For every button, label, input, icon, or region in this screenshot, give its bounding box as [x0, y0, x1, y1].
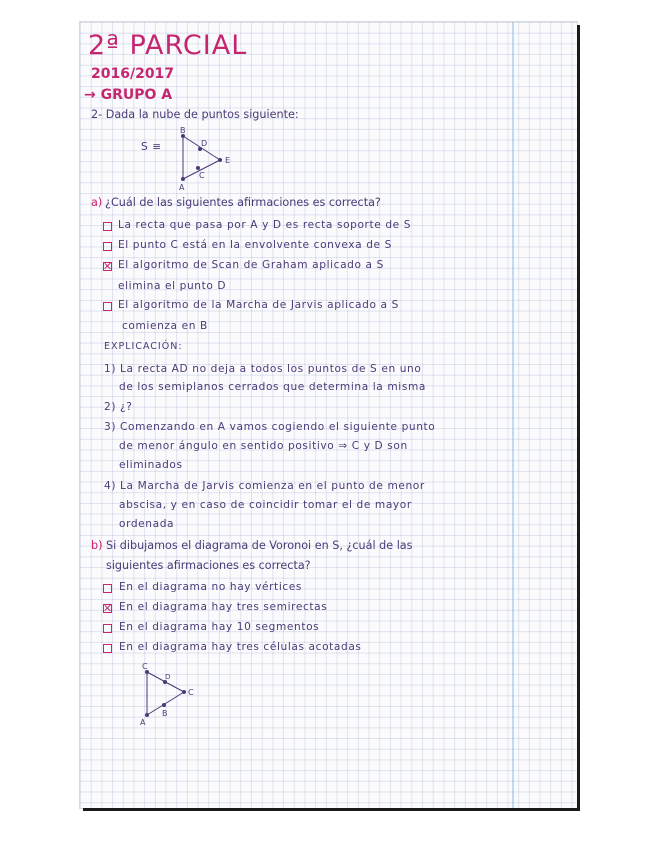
- option-b1-checkbox[interactable]: [103, 584, 112, 593]
- option-b3-checkbox[interactable]: [103, 624, 112, 633]
- option-a3-line2: elimina el punto D: [118, 280, 227, 292]
- option-a3-checkbox[interactable]: [103, 262, 112, 271]
- figure1-point-a: A: [179, 183, 185, 192]
- voronoi-figure: [132, 660, 202, 728]
- figure2-point-d: D: [165, 673, 171, 681]
- option-a2-line1: El punto C está en la envolvente convexa de S: [118, 239, 392, 251]
- option-b4-line1: En el diagrama hay tres células acotadas: [119, 641, 362, 653]
- option-a1-line1: La recta que pasa por A y D es recta soporte de S: [118, 219, 412, 231]
- part-b-label: b): [91, 539, 103, 552]
- figure1-point-b: B: [180, 126, 186, 135]
- option-a1-checkbox[interactable]: [103, 222, 112, 231]
- explanation-4-line1: 4) La Marcha de Jarvis comienza en el punto de menor: [104, 480, 425, 492]
- option-b2-checkbox[interactable]: [103, 604, 112, 613]
- page-title: 2ª PARCIAL: [88, 30, 248, 61]
- figure2-point-b: B: [162, 709, 168, 718]
- option-a3-line1: El algoritmo de Scan de Graham aplicado a S: [118, 259, 384, 271]
- figure1-point-c: C: [199, 171, 205, 180]
- year-label: 2016/2017: [91, 66, 175, 82]
- option-a4-checkbox[interactable]: [103, 302, 112, 311]
- option-a2-checkbox[interactable]: [103, 242, 112, 251]
- question-prompt: 2- Dada la nube de puntos siguiente:: [91, 108, 299, 121]
- point-cloud-figure: [170, 124, 245, 192]
- explanation-1-line1: 1) La recta AD no deja a todos los puntos de S en uno: [104, 363, 422, 375]
- figure2-point-c-top: C: [142, 662, 148, 671]
- figure1-point-e: E: [225, 156, 231, 165]
- explanation-4-line3: ordenada: [119, 518, 175, 530]
- explanation-4-line2: abscisa, y en caso de coincidir tomar el de mayor: [119, 499, 412, 511]
- part-a-label: a): [91, 196, 103, 209]
- option-a4-line2: comienza en B: [122, 320, 208, 332]
- set-label: S ≡: [141, 141, 162, 153]
- explanation-heading: EXPLICACIÓN:: [104, 341, 183, 352]
- figure2-point-a: A: [140, 718, 146, 727]
- option-b1-line1: En el diagrama no hay vértices: [119, 581, 303, 593]
- option-a4-line1: El algoritmo de la Marcha de Jarvis aplicado a S: [118, 299, 399, 311]
- part-a-prompt: ¿Cuál de las siguientes afirmaciones es correcta?: [105, 196, 381, 209]
- option-b3-line1: En el diagrama hay 10 segmentos: [119, 621, 320, 633]
- explanation-2-line1: 2) ¿?: [104, 401, 133, 413]
- figure2-point-c-right: C: [188, 688, 194, 697]
- figure1-point-d: D: [201, 139, 208, 148]
- explanation-3-line1: 3) Comenzando en A vamos cogiendo el siguiente punto: [104, 421, 436, 433]
- part-b-prompt-line2: siguientes afirmaciones es correcta?: [106, 559, 311, 572]
- option-b2-line1: En el diagrama hay tres semirectas: [119, 601, 328, 613]
- part-b-prompt-line1: Si dibujamos el diagrama de Voronoi en S, ¿cuál de las: [106, 539, 413, 552]
- explanation-1-line2: de los semiplanos cerrados que determina la misma: [119, 381, 426, 393]
- explanation-3-line3: eliminados: [119, 459, 183, 471]
- group-label: → GRUPO A: [84, 87, 173, 103]
- margin-line: [512, 22, 514, 808]
- option-b4-checkbox[interactable]: [103, 644, 112, 653]
- explanation-3-line2: de menor ángulo en sentido positivo ⇒ C y D son: [119, 440, 408, 452]
